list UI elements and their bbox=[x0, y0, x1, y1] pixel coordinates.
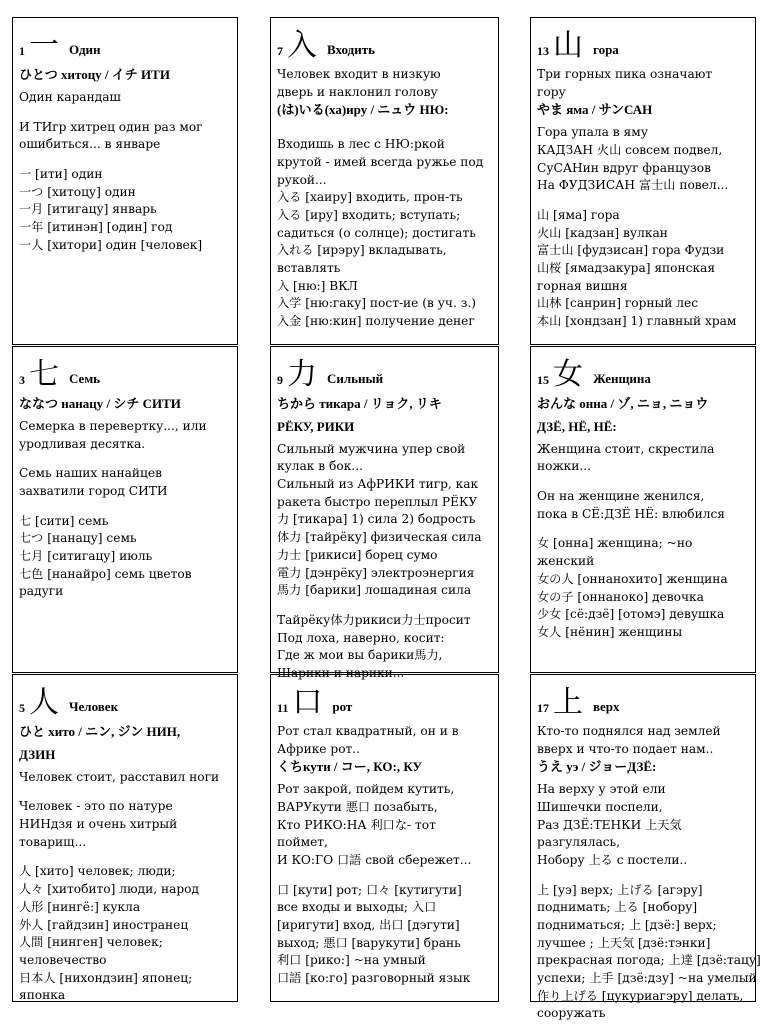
vocab-line: успехи; 上手 [дзё:дзу] ~на умелый bbox=[537, 971, 757, 986]
card-number: 11 bbox=[277, 700, 289, 715]
story-line: Человек стоит, расставил ноги bbox=[19, 769, 220, 784]
card-number: 17 bbox=[537, 700, 549, 715]
vocab-line: 富士山 [фудзисан] гора Фудзи bbox=[537, 243, 725, 258]
vocab-line: подниматься; 上 [дзё:] верх; bbox=[537, 918, 717, 933]
card-header bbox=[277, 357, 492, 392]
card-number: 7 bbox=[277, 43, 283, 58]
vocab-line: человечество bbox=[19, 952, 107, 967]
story-line: Три горных пика означают bbox=[537, 67, 713, 81]
vocab-line: 口 [кути] рот; 口々 [кутигути] bbox=[277, 882, 462, 897]
card-header bbox=[19, 685, 231, 720]
vocab-line: 人間 [нинген] человек; bbox=[19, 935, 163, 950]
kanji-glyph: 七 bbox=[29, 357, 59, 392]
vocab-line: 馬力 [барики] лошадиная сила bbox=[277, 583, 472, 598]
kanji-card-17 bbox=[530, 674, 761, 1021]
story-line: ошибиться... в январе bbox=[19, 137, 161, 152]
kanji-reading-cont: ДЗЁ, НЁ, НЁ: bbox=[537, 418, 617, 434]
kanji-glyph: 一 bbox=[29, 28, 59, 63]
vocab-line: 人 [хито] человек; люди; bbox=[19, 864, 176, 879]
kanji-card-7 bbox=[270, 17, 499, 345]
vocab-line: горная вишня bbox=[537, 278, 628, 293]
story-line: Гора упала в яму bbox=[537, 125, 648, 140]
kanji-reading: (は)いる(ха)иру / ニュウ НЮ: bbox=[277, 102, 449, 118]
story-line: Рот закрой, пойдем кутить, bbox=[277, 782, 455, 797]
vocab-line: 外人 [гайдзин] иностранец bbox=[19, 917, 189, 932]
kanji-reading: ひと хито / ニン, ジン НИН, bbox=[19, 724, 181, 739]
story-line: рукой... bbox=[277, 172, 327, 187]
vocab-line: 入金 [ню:кин] получение денег bbox=[277, 314, 475, 329]
vocab-line: 人々 [хитобито] люди, народ bbox=[19, 882, 200, 897]
story-line: КАДЗАН 火山 совсем подвел, bbox=[537, 142, 723, 157]
kanji-reading: くちкути / コー, КО:, КУ bbox=[277, 759, 423, 775]
story-line: пока в СЁ:ДЗЁ НЁ: влюбился bbox=[537, 506, 725, 521]
kanji-meaning: рот bbox=[332, 699, 353, 715]
story-line: ракета быстро переплыл РЁКУ bbox=[277, 494, 478, 509]
kanji-meaning: Женщина bbox=[593, 371, 651, 387]
kanji-glyph: 女 bbox=[553, 357, 583, 392]
kanji-card-5 bbox=[12, 674, 238, 1002]
story-line: гору bbox=[537, 84, 566, 99]
story-line: Человек - это по натуре bbox=[19, 799, 173, 814]
poem-line: Где ж мои вы барики馬力, bbox=[277, 648, 443, 663]
kanji-meaning: Сильный bbox=[327, 371, 384, 387]
kanji-card-1 bbox=[12, 17, 238, 345]
vocab-line: выход; 悪口 [варукути] брань bbox=[277, 935, 461, 950]
kanji-reading: ちから тикара / リョク, リキ bbox=[277, 396, 442, 411]
story-line: ножки... bbox=[537, 459, 592, 474]
vocab-line: 七つ [нанацу] семь bbox=[19, 531, 137, 546]
card-number: 1 bbox=[19, 43, 25, 58]
vocab-line: 少女 [сё:дзё] [отомэ] девушка bbox=[537, 607, 725, 622]
vocab-line: 一月 [итигацу] январь bbox=[19, 202, 157, 217]
card-number: 15 bbox=[537, 372, 549, 387]
story-line: На ФУДЗИСАН 富士山 повел... bbox=[537, 178, 729, 193]
kanji-reading-cont: РЁКУ, РИКИ bbox=[277, 418, 355, 434]
kanji-reading: うえ уэ / ジョーДЗЁ: bbox=[537, 759, 657, 775]
vocab-line: 入れる [ирэру] вкладывать, bbox=[277, 243, 447, 258]
story-line: Семерка в перевертку..., или bbox=[19, 418, 207, 433]
vocab-line: 一つ [хитоцу] один bbox=[19, 184, 136, 199]
vocab-line: все входы и выходы; 入口 bbox=[277, 900, 437, 915]
kanji-reading: やま яма / サンСАН bbox=[537, 102, 653, 118]
story-line: разгулялась, bbox=[537, 835, 621, 850]
story-line: На верху у этой ели bbox=[537, 782, 666, 797]
story-line: Сильный мужчина упер свой bbox=[277, 441, 466, 456]
story-line: Один карандаш bbox=[19, 89, 121, 104]
vocab-line: 一人 [хитори] один [человек] bbox=[19, 237, 203, 252]
vocab-line: 体力 [тайрёку] физическая сила bbox=[277, 530, 482, 545]
vocab-line: лучшее ; 上天気 [дзё:тэнки] bbox=[537, 935, 711, 950]
kanji-meaning: Семь bbox=[69, 371, 101, 387]
poem-line: Под лоха, наверно, косит: bbox=[277, 630, 445, 645]
story-line: кулак в бок... bbox=[277, 459, 363, 474]
kanji-glyph: 入 bbox=[287, 28, 317, 63]
vocab-line: 力士 [рикиси] борец сумо bbox=[277, 547, 438, 562]
vocab-line: женский bbox=[537, 554, 595, 569]
vocab-line: 火山 [кадзан] вулкан bbox=[537, 225, 668, 240]
card-header bbox=[19, 357, 231, 392]
vocab-line: 利口 [рико:] ~на умный bbox=[277, 953, 426, 968]
story-line: СуСАНин вдруг французов bbox=[537, 160, 711, 175]
vocab-line: 口語 [ко:го] разговорный язык bbox=[277, 971, 471, 986]
vocab-line: 日本人 [нихондзин] японец; bbox=[19, 970, 193, 985]
kanji-glyph: 口 bbox=[292, 685, 323, 720]
story-line: НИНдзя и очень хитрый bbox=[19, 817, 178, 832]
vocab-line: вставлять bbox=[277, 261, 341, 276]
story-line: уродливая десятка. bbox=[19, 436, 146, 451]
kanji-card-11 bbox=[270, 674, 499, 1002]
vocab-line: радуги bbox=[19, 584, 64, 599]
vocab-line: 入る [иру] входить; вступать; bbox=[277, 207, 461, 222]
card-header bbox=[537, 28, 749, 63]
vocab-line: 女の人 [оннанохито] женщина bbox=[537, 571, 728, 586]
kanji-card-13 bbox=[530, 17, 756, 345]
vocab-line: поднимать; 上る [нобору] bbox=[537, 900, 698, 915]
card-header bbox=[277, 685, 492, 720]
card-number: 3 bbox=[19, 372, 25, 387]
story-line: ВАРУкути 悪口 позабыть, bbox=[277, 799, 438, 814]
vocab-line: сооружать bbox=[537, 1006, 606, 1021]
vocab-line: 女 [онна] женщина; ~но bbox=[537, 536, 693, 551]
story-line: Африке рот.. bbox=[277, 741, 361, 756]
story-line: захватили город СИТИ bbox=[19, 483, 168, 498]
story-line: И КО:ГО 口語 свой сбережет... bbox=[277, 852, 472, 867]
story-line: Кто РИКО:НА 利口な- тот bbox=[277, 817, 436, 832]
kanji-reading: ひとつ хитоцу / イチ ИТИ bbox=[19, 67, 170, 82]
story-line: Кто-то поднялся над землей bbox=[537, 724, 721, 738]
kanji-glyph: 力 bbox=[287, 357, 317, 392]
story-line: Сильный из АфРИКИ тигр, как bbox=[277, 477, 479, 492]
kanji-card-9 bbox=[270, 346, 499, 680]
poem-line: Тайрёку体力рикиси力士просит bbox=[277, 612, 471, 627]
vocab-line: 一 [ити] один bbox=[19, 166, 103, 181]
kanji-meaning: верх bbox=[593, 699, 620, 715]
vocab-line: 一年 [итинэн] [один] год bbox=[19, 219, 173, 234]
story-line: Нобору 上る с постели.. bbox=[537, 852, 688, 867]
vocab-line: 山林 [санрин] горный лес bbox=[537, 296, 699, 311]
vocab-line: 作り上げる [цукуриагэру] делать, bbox=[537, 988, 744, 1003]
card-header bbox=[537, 685, 749, 720]
story-line: Человек входит в низкую bbox=[277, 67, 441, 81]
story-line: Входишь в лес с НЮ:ркой bbox=[277, 137, 445, 152]
vocab-line: [иригути] вход, 出口 [дэгути] bbox=[277, 918, 460, 933]
vocab-line: 入 [ню:] ВКЛ bbox=[277, 278, 358, 293]
vocab-line: японка bbox=[19, 988, 66, 1003]
kanji-reading: ななつ нанацу / シチ СИТИ bbox=[19, 396, 181, 411]
kanji-meaning: гора bbox=[593, 42, 619, 58]
story-line: Шишечки поспели, bbox=[537, 799, 663, 814]
vocab-line: 人形 [нингё:] кукла bbox=[19, 899, 141, 914]
story-line: Он на женщине женился, bbox=[537, 489, 705, 504]
vocab-line: 女の子 [оннаноко] девочка bbox=[537, 589, 704, 604]
story-line: товарищ... bbox=[19, 834, 87, 849]
vocab-line: 電力 [дэнрёку] электроэнергия bbox=[277, 565, 475, 580]
card-number: 9 bbox=[277, 372, 283, 387]
story-line: И ТИгр хитрец один раз мог bbox=[19, 119, 203, 134]
card-header bbox=[537, 357, 749, 392]
kanji-card-15 bbox=[530, 346, 756, 673]
story-line: крутой - имей всегда ружье под bbox=[277, 154, 484, 169]
vocab-line: прекрасная погода; 上達 [дзё:тацу] bbox=[537, 953, 761, 968]
card-number: 13 bbox=[537, 43, 549, 58]
vocab-line: 山桜 [ямадзакура] японская bbox=[537, 261, 716, 276]
vocab-line: 山 [яма] гора bbox=[537, 207, 620, 222]
vocab-line: 上 [уэ] верх; 上げる [агэру] bbox=[537, 882, 703, 897]
kanji-meaning: Человек bbox=[69, 699, 119, 715]
vocab-line: 本山 [хондзан] 1) главный храм bbox=[537, 314, 737, 329]
vocab-line: садиться (о солнце); достигать bbox=[277, 225, 476, 240]
kanji-meaning: Входить bbox=[327, 42, 375, 58]
vocab-line: 力 [тикара] 1) сила 2) бодрость bbox=[277, 512, 476, 527]
story-line: Женщина стоит, скрестила bbox=[537, 441, 715, 456]
story-line: поймет, bbox=[277, 835, 328, 850]
vocab-line: 入る [хаиру] входить, прон-ть bbox=[277, 190, 463, 205]
vocab-line: 入学 [ню:гаку] пост-ие (в уч. з.) bbox=[277, 296, 477, 311]
card-number: 5 bbox=[19, 700, 25, 715]
vocab-line: 七 [сити] семь bbox=[19, 513, 109, 528]
story-line: Рот стал квадратный, он и в bbox=[277, 724, 459, 738]
kanji-card-3 bbox=[12, 346, 238, 673]
kanji-glyph: 人 bbox=[29, 685, 59, 720]
vocab-line: 七色 [нанайро] семь цветов bbox=[19, 566, 192, 581]
poem-line: Шарики и нарики... bbox=[277, 665, 405, 680]
kanji-reading-cont: ДЗИН bbox=[19, 746, 56, 762]
kanji-reading: おんな онна / ゾ, ニョ, ニョウ bbox=[537, 396, 709, 411]
kanji-meaning: Один bbox=[69, 42, 101, 58]
card-header bbox=[277, 28, 492, 63]
story-line: Семь наших нанайцев bbox=[19, 466, 162, 481]
kanji-glyph: 上 bbox=[553, 685, 583, 720]
vocab-line: 七月 [ситигацу] июль bbox=[19, 548, 153, 563]
kanji-glyph: 山 bbox=[553, 28, 583, 63]
card-header bbox=[19, 28, 231, 63]
story-line: дверь и наклонил голову bbox=[277, 84, 438, 99]
story-line: вверх и что-то подает нам.. bbox=[537, 741, 714, 756]
story-line: Раз ДЗЁ:ТЕНКИ 上天気 bbox=[537, 817, 682, 832]
vocab-line: 女人 [нёнин] женщины bbox=[537, 624, 683, 639]
